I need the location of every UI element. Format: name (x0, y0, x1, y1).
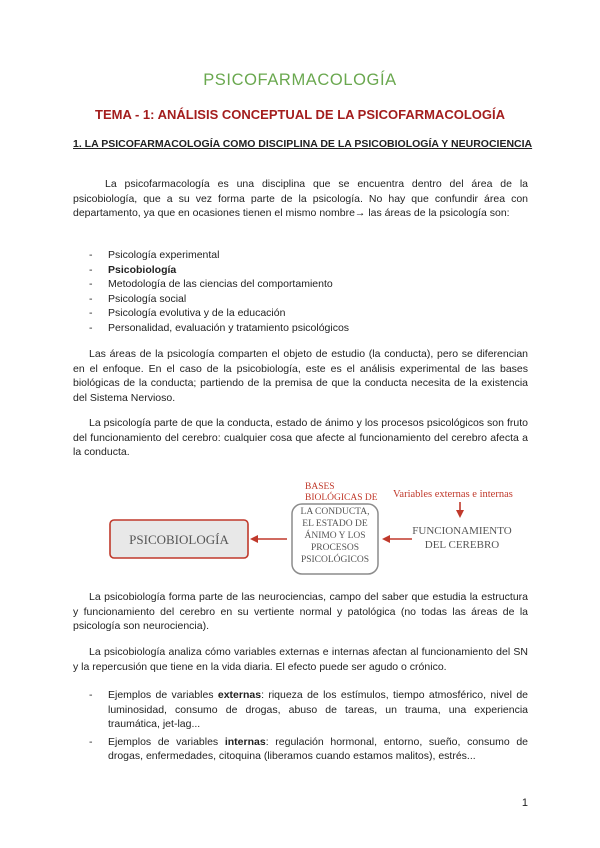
paragraph-psychology-areas: Las áreas de la psicología comparten el objeto de estudio (la conducta), pero se diferencian en el enfoque. En el caso de la psicobiología, este es el análisis experimental de las bases biológicas de la conducta; partiendo de la premisa de que la conducta necesita de la existencia del Sistema Nervioso. (73, 348, 528, 404)
list-item (73, 688, 528, 732)
list-item-text: Personalidad, evaluación y tratamiento psicológicos (108, 321, 350, 334)
page-number: 1 (521, 797, 528, 809)
arrow-head-down (456, 510, 464, 518)
section-heading: 1. LA PSICOFARMACOLOGÍA COMO DISCIPLINA DE LA PSICOBIOLOGÍA Y NEUROCIENCIA (73, 138, 533, 150)
dash-bullet: - (89, 292, 93, 305)
center-line-1: LA CONDUCTA, (300, 507, 370, 517)
example-prefix: Ejemplos de variables (108, 735, 225, 748)
example-prefix: Ejemplos de variables (108, 689, 218, 701)
center-line-2: EL ESTADO DE (302, 519, 368, 529)
variables-examples-list (73, 688, 528, 767)
list-item-text: Psicobiología (108, 263, 177, 276)
list-item-text: Psicología experimental (108, 249, 220, 261)
bases-label-line-1: BASES (305, 482, 335, 492)
document-subtitle: TEMA - 1: ANÁLISIS CONCEPTUAL DE LA PSICOFARMACOLOGÍA (95, 107, 505, 122)
list-item-text: Psicología evolutiva y de la educación (108, 307, 286, 320)
dash-bullet: - (89, 689, 93, 701)
list-item-text: Psicología social (108, 292, 187, 305)
center-line-5: PSICOLÓGICOS (300, 555, 370, 565)
dash-bullet: - (89, 321, 93, 334)
dash-bullet: - (89, 263, 93, 276)
dash-bullet: - (89, 735, 93, 748)
list-item (73, 735, 528, 764)
arrow-head-left (250, 535, 258, 543)
bases-label-line-2: BIOLÓGICAS DE (305, 493, 378, 503)
funcionamiento-line-2: DEL CEREBRO (424, 539, 500, 551)
center-line-4: PROCESOS (310, 543, 360, 553)
arrow-head-right (382, 535, 390, 543)
dash-bullet: - (89, 307, 93, 320)
variables-label: Variables externas e internas (393, 489, 513, 500)
document-title: PSICOFARMACOLOGÍA (203, 71, 397, 89)
paragraph-variables: La psicobiología analiza cómo variables externas e internas afectan al funcionamiento del SN y la repercusión que tiene en la vida diaria. El efecto puede ser agudo o crónico. (73, 646, 528, 673)
example-suffix: : riqueza de los estímulos, tiempo atmosférico, nivel de luminosidad, consumo de drogas, abuso de tareas, un trauma, una experiencia traumática, jet-lag... (108, 689, 528, 731)
center-line-3: ÁNIMO Y LOS (304, 531, 366, 541)
example-keyword: internas (224, 735, 266, 748)
intro-paragraph: La psicofarmacología es una disciplina que se encuentra dentro del área de la psicobiología, que a su vez forma parte de la psicología. No hay que confundir área con departamento, ya que en ocasiones tienen el mismo nombre→ las áreas de la psicología son: (73, 178, 528, 220)
psicobiologia-box-label: PSICOBIOLOGÍA (129, 532, 229, 547)
list-item-text: Metodología de las ciencias del comportamiento (108, 278, 333, 291)
funcionamiento-line-1: FUNCIONAMIENTO (412, 525, 512, 537)
dash-bullet: - (89, 278, 93, 291)
dash-bullet: - (89, 249, 93, 261)
paragraph-neuroscience: La psicobiología forma parte de las neurociencias, campo del saber que estudia la estructura y funcionamiento del cerebro en su vertiente normal y patológica (no todas las áreas de la psicología son neurociencia). (73, 591, 528, 633)
example-keyword: externas (217, 689, 262, 701)
paragraph-brain-behavior: La psicología parte de que la conducta, estado de ánimo y los procesos psicológicos son fruto del funcionamiento del cerebro: cualquier cosa que afecte al funcionamiento del cerebro afecta a la conducta. (73, 417, 528, 459)
example-suffix: : regulación hormonal, entorno, sueño, consumo de drogas, enfermedades, citoquina (liberamos cuando estamos malitos), estrés... (108, 735, 528, 763)
